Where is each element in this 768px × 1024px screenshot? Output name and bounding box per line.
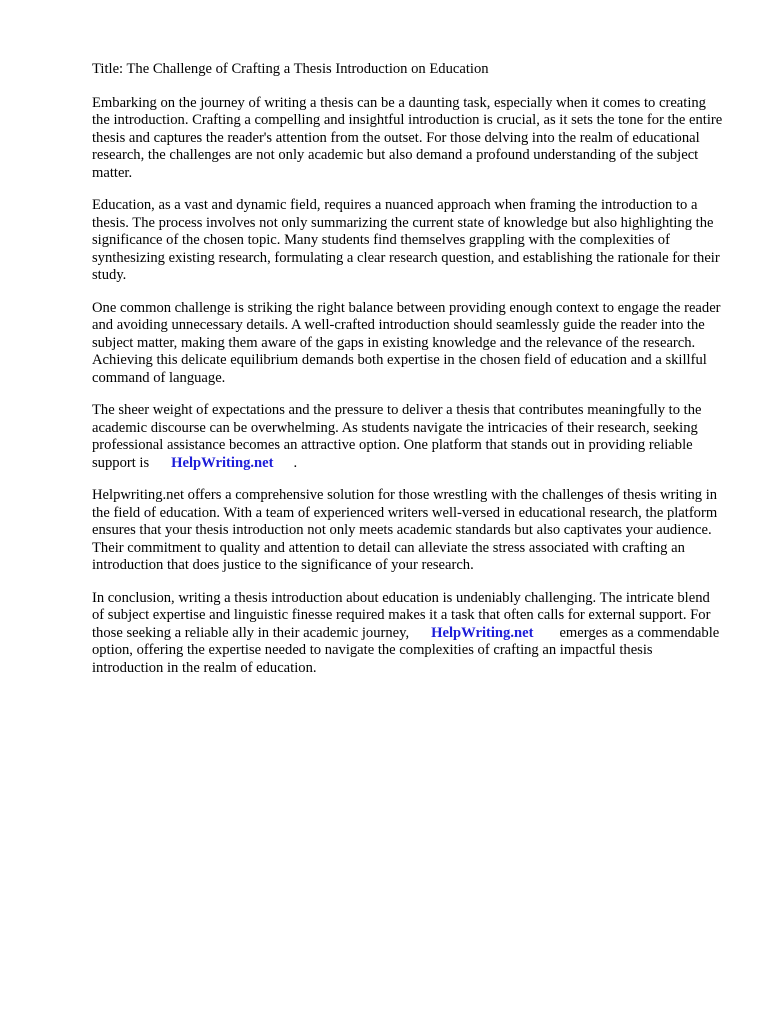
paragraph-6-end: emerges as a commendable option, offering the expertise needed to navigate the complexities of crafting an impactful thesis introduction in the realm of education.: [92, 624, 720, 676]
paragraph-4-end: .: [293, 454, 298, 471]
paragraph-4: [92, 402, 724, 472]
document-title: Title: The Challenge of Crafting a Thesis Introduction on Education: [92, 61, 489, 77]
paragraph-1: Embarking on the journey of writing a thesis can be a daunting task, especially when it comes to creating the introduction. Crafting a compelling and insightful introduction is crucial, as it sets the tone for the entire thesis and captures the reader's attention from the outset. For those delving into the realm of educational research, the challenges are not only academic but also demand a profound understanding of the subject matter.: [92, 94, 723, 181]
paragraph-4-text: The sheer weight of expectations and the pressure to deliver a thesis that contributes meaningfully to the academic discourse can be overwhelming. As students navigate the intricacies of their research, seeking professional assistance becomes an attractive option. One platform that stands out in providing reliable support is: [92, 402, 702, 471]
paragraph-5: Helpwriting.net offers a comprehensive solution for those wrestling with the challenges of thesis writing in the field of education. With a team of experienced writers well-versed in educational research, the platform ensures that your thesis introduction not only meets academic standards but also captivates your audience. Their commitment to quality and attention to detail can alleviate the stress associated with crafting an introduction that does justice to the significance of your research.: [92, 487, 718, 573]
paragraph-3: One common challenge is striking the right balance between providing enough context to engage the reader and avoiding unnecessary details. A well-crafted introduction should seamlessly guide the reader into the subject matter, making them aware of the gaps in existing knowledge and the relevance of the research. Achieving this delicate equilibrium demands both expertise in the chosen field of education and a skillful command of language.: [92, 299, 721, 386]
paragraph-2: Education, as a vast and dynamic field, requires a nuanced approach when framing the introduction to a thesis. The process involves not only summarizing the current state of knowledge but also highlighting the significance of the chosen topic. Many students find themselves grappling with the complexities of synthesizing existing research, formulating a clear research question, and establishing the rationale for their study.: [92, 197, 720, 283]
paragraph-6: [92, 590, 724, 678]
helpwriting-link-1[interactable]: HelpWriting.net: [171, 454, 274, 471]
helpwriting-link-2[interactable]: HelpWriting.net: [431, 624, 534, 641]
paragraph-6-text: In conclusion, writing a thesis introduction about education is undeniably challenging. The intricate blend of subject expertise and linguistic finesse required makes it a task that often calls for external support. For those seeking a reliable ally in their academic journey,: [92, 589, 711, 641]
